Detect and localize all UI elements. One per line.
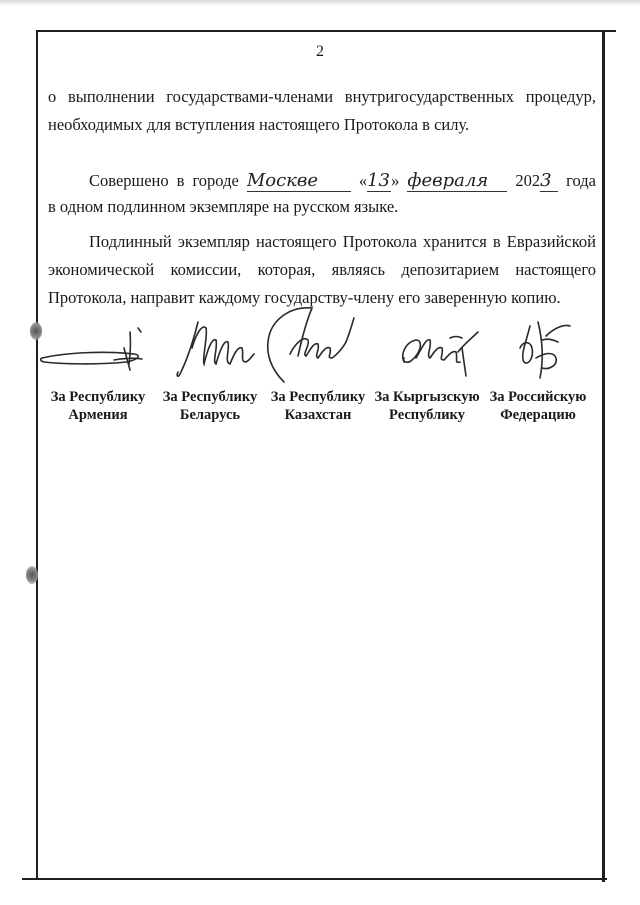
handwritten-month: февраля (407, 171, 507, 192)
handwritten-year-digit: 3 (540, 171, 558, 192)
signature-russia (508, 318, 578, 388)
open-quote: « (358, 171, 368, 190)
handwritten-day: 13 (367, 170, 390, 191)
year-word: года (566, 171, 596, 190)
signing-place-date-line (48, 166, 596, 196)
signature-belarus (172, 318, 257, 388)
year-prefix: 202 (515, 171, 541, 190)
page-frame-top (38, 30, 616, 32)
signatory-caption-armenia: За Республику Армения (50, 389, 146, 423)
signature-armenia (38, 318, 158, 388)
signatory-caption-belarus: За Республику Беларусь (162, 389, 258, 423)
signature-kyrgyzstan (392, 318, 487, 388)
paragraph-procedures: о выполнении государствами-членами внутригосударственных процедур, необходимых для вступления настоящего Протокола в силу. (48, 87, 596, 134)
page-frame-bottom (22, 878, 607, 880)
signatory-caption-kyrgyzstan: За Кыргызскую Республику (374, 389, 480, 423)
signature-kazakhstan (262, 302, 362, 388)
signatory-caption-kazakhstan: За Республику Казахстан (270, 389, 366, 423)
page-frame-right (602, 30, 605, 882)
close-quote: » (391, 171, 400, 190)
paragraph-depositary: Подлинный экземпляр настоящего Протокола хранится в Евразийской экономической комиссии, которая, являясь депозитарием настоящего Протокола, направит каждому государству-члену его заверенную копию. (48, 232, 596, 307)
page-number: 2 (316, 43, 324, 60)
scan-edge-shadow (0, 0, 640, 6)
signatory-caption-russia: За Российскую Федерацию (489, 389, 587, 423)
handwritten-city: Москве (247, 171, 351, 192)
binder-hole (26, 566, 38, 584)
original-copy-language: в одном подлинном экземпляре на русском языке. (48, 197, 399, 216)
done-in-city-text: Совершено в городе (89, 171, 239, 190)
page-frame-left (36, 30, 38, 878)
